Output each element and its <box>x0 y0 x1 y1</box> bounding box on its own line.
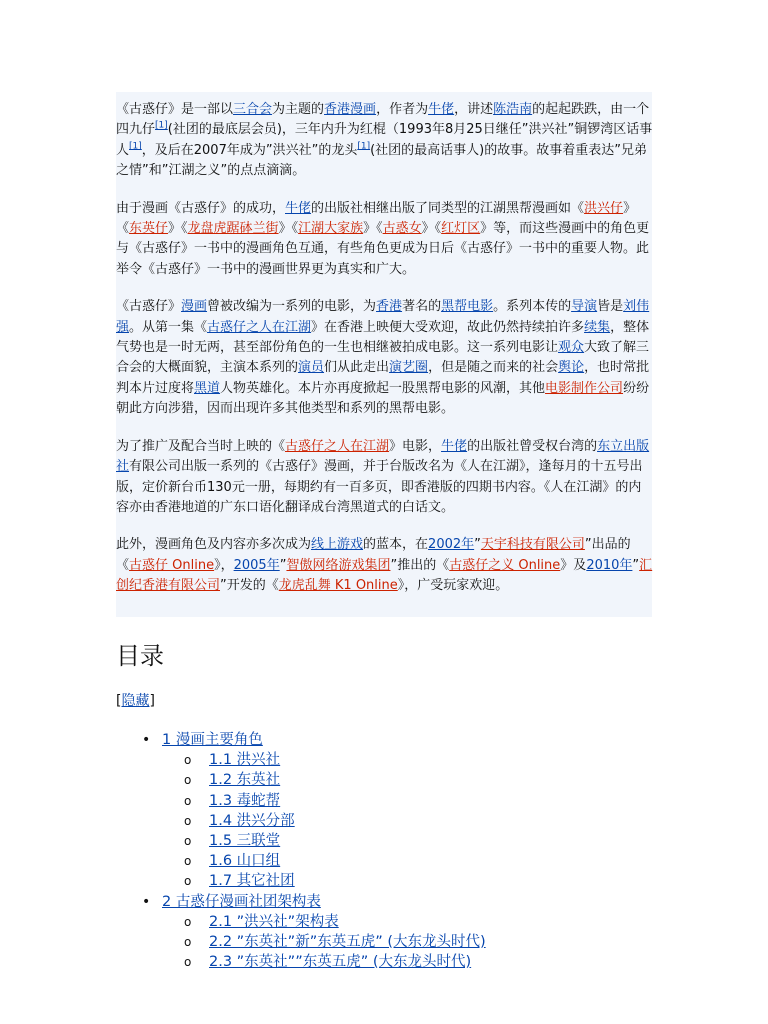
link-hk-comics[interactable]: 香港漫画 <box>324 102 377 117</box>
text: 》《 <box>116 200 637 237</box>
text: ”出品的《 <box>116 537 631 573</box>
text: ”推出的《 <box>390 557 450 573</box>
text: 的出版社相继出版了同类型的江湖黑帮漫画如《 <box>311 200 585 216</box>
link-online-game[interactable]: 线上游戏 <box>311 537 364 553</box>
toc-link[interactable]: 1.4 洪兴分部 <box>209 812 295 829</box>
toc-item <box>116 932 486 952</box>
text: 大致了解三合会的大概面貌，主演本系列的 <box>116 340 650 376</box>
link-tong-li[interactable]: 东立出版社 <box>116 438 650 475</box>
link-andrew-lau[interactable]: 刘伟强 <box>116 299 650 335</box>
text: ，作者为 <box>376 102 429 117</box>
text: ” <box>632 557 640 573</box>
toc-item <box>116 892 486 912</box>
link-jianghu-dajiazu[interactable]: 江湖大家族 <box>298 221 364 237</box>
intro-paragraph-5 <box>116 535 653 596</box>
text: 。系列本传的 <box>493 299 572 315</box>
intro-paragraph-1 <box>116 100 653 182</box>
link-young-and-dangerous-film[interactable]: 古惑仔之人在江湖 <box>207 319 312 335</box>
toc-item <box>116 730 486 750</box>
bracket: ] <box>149 693 155 709</box>
toc-item <box>116 750 486 770</box>
intro-paragraph-4 <box>116 437 653 519</box>
circle-bullet-icon: o <box>184 854 192 869</box>
text: ” <box>474 537 481 553</box>
link-public-opinion[interactable]: 舆论 <box>558 360 585 376</box>
link-showbiz[interactable]: 演艺圈 <box>389 360 429 376</box>
text: 》电影， <box>389 438 442 454</box>
toc-list <box>116 730 486 972</box>
text: 纷纷朝此方向涉猎，因而出现许多其他类型和系列的黑帮电影。 <box>116 380 650 417</box>
text: 此外，漫画角色及内容亦多次成为 <box>116 537 312 553</box>
link-sanhehui[interactable]: 三合会 <box>233 102 273 117</box>
link-triad[interactable]: 黑道 <box>194 380 221 396</box>
link-audience[interactable]: 观众 <box>558 340 585 356</box>
text: 《古惑仔》是一部以 <box>116 102 234 117</box>
text: (社团的最高话事人)的故事。故事着重表达”兄弟之情”和”江湖之义”的点点滴滴。 <box>116 142 647 179</box>
link-actor[interactable]: 演员 <box>298 360 325 376</box>
circle-bullet-icon: o <box>184 793 192 808</box>
text: 由于漫画《古惑仔》的成功， <box>116 200 286 216</box>
text: ，讲述 <box>454 102 494 117</box>
text: ”开发的《 <box>220 578 279 594</box>
toc-link[interactable]: 1.5 三联堂 <box>209 833 281 850</box>
text: 皆是 <box>597 299 624 315</box>
toc-link[interactable]: 1.1 洪兴社 <box>209 752 281 769</box>
link-director[interactable]: 导演 <box>571 299 598 315</box>
link-author[interactable]: 牛佬 <box>285 200 312 216</box>
link-sequel[interactable]: 续集 <box>584 319 611 335</box>
text: 》在香港上映便大受欢迎，故此仍然持续拍许多 <box>311 319 585 335</box>
intro-paragraph-2 <box>116 199 653 281</box>
link-year-2010[interactable]: 2010年 <box>586 557 633 573</box>
link-comic[interactable]: 漫画 <box>181 299 208 315</box>
text: 曾被改编为一系列的电影，为 <box>207 299 377 315</box>
bracket: [ <box>116 693 122 709</box>
toc-toggle <box>116 690 155 710</box>
link-author[interactable]: 牛佬 <box>428 102 455 117</box>
text: 的出版社曾受权台湾的 <box>467 438 598 454</box>
text: 》及 <box>560 557 587 573</box>
article-intro <box>116 100 653 614</box>
link-huichuangji[interactable]: 汇创纪香港有限公司 <box>116 557 653 594</box>
bullet-icon: • <box>142 732 151 748</box>
link-gangster-film[interactable]: 黑帮电影 <box>441 299 494 315</box>
link-author[interactable]: 牛佬 <box>441 438 468 454</box>
bullet-icon: • <box>142 893 151 910</box>
toc-hide-button[interactable]: 隐藏 <box>121 693 150 709</box>
circle-bullet-icon: o <box>184 753 192 768</box>
intro-paragraph-3 <box>116 297 653 419</box>
circle-bullet-icon: o <box>184 874 192 889</box>
citation-link[interactable]: [1] <box>357 141 371 152</box>
text: ，整体气势也是一时无两，甚至部份角色的一生也相继被拍成电影。这一系列电影让 <box>116 319 650 356</box>
text: (社团的最底层会员)，三年内升为红棍（1993年8月25日继任”洪兴社”铜锣湾区话事人 <box>116 122 653 158</box>
toc-item <box>116 831 486 851</box>
text: 》《 <box>421 221 442 237</box>
link-film-company[interactable]: 电影制作公司 <box>545 380 624 396</box>
text: 为了推广及配合当时上映的《 <box>116 438 286 454</box>
toc-link[interactable]: 1 漫画主要角色 <box>162 732 263 748</box>
text: 有限公司出版一系列的《古惑仔》漫画，并于台版改名为《人在江湖》，逢每月的十五号出版，定价新台币130元一册，每期约有一百多页，即香港版的四期书内容。《人在江湖》的内容亦由香港地道的广东口语化翻译成台湾黑道式的白话文。 <box>116 459 643 515</box>
link-longpanhuju[interactable]: 龙盘虎踞砵兰街 <box>187 221 279 237</box>
toc-item <box>116 791 486 811</box>
link-guhuonu[interactable]: 古惑女 <box>382 221 422 237</box>
toc-item <box>116 871 486 891</box>
link-dongyingzai[interactable]: 东英仔 <box>129 221 169 237</box>
toc-link[interactable]: 1.7 其它社团 <box>209 873 295 890</box>
circle-bullet-icon: o <box>184 813 192 828</box>
text: 》等，而这些漫画中的角色更与《古惑仔》一书中的漫画角色互通，有些角色更成为日后《古惑仔》一书中的重要人物。此举令《古惑仔》一书中的漫画世界更为真实和广大。 <box>116 221 650 277</box>
toc-item <box>116 851 486 871</box>
link-chen-haonan[interactable]: 陈浩南 <box>493 102 533 117</box>
link-guhuozai-yi-online[interactable]: 古惑仔之义 Online <box>449 557 561 573</box>
text: 》， <box>214 557 234 573</box>
text: 人物英雄化。本片亦再度掀起一股黑帮电影的风潮，其他 <box>220 380 546 396</box>
link-tianyu-tech[interactable]: 天宇科技有限公司 <box>480 537 585 553</box>
text: 为主题的 <box>272 102 325 117</box>
text: 的起起跌跌，由一个四九仔 <box>116 102 650 138</box>
toc-link[interactable]: 2.3 ”东英社””东英五虎” (大东龙头时代) <box>209 954 472 971</box>
text: 《古惑仔》 <box>116 299 182 315</box>
citation-link[interactable]: [1] <box>155 121 168 132</box>
toc-title: 目录 <box>116 642 164 670</box>
circle-bullet-icon: o <box>184 834 192 849</box>
text: ，及后在2007年成为”洪兴社”的龙头 <box>141 142 358 158</box>
link-guhuozai-online[interactable]: 古惑仔 Online <box>129 557 215 573</box>
toc-link[interactable]: 2.2 ”东英社”新”东英五虎” (大东龙头时代) <box>209 934 486 951</box>
text: ” <box>279 557 287 573</box>
toc-item <box>116 811 486 831</box>
text: 》《 <box>278 221 299 237</box>
circle-bullet-icon: o <box>184 914 192 929</box>
circle-bullet-icon: o <box>184 935 192 950</box>
toc-link[interactable]: 1.6 山口组 <box>209 853 281 870</box>
toc-item <box>116 770 486 790</box>
link-young-and-dangerous-film[interactable]: 古惑仔之人在江湖 <box>285 438 390 454</box>
text: 著名的 <box>402 299 442 315</box>
text: ，也时常批判本片过度将 <box>116 360 650 396</box>
circle-bullet-icon: o <box>184 773 192 788</box>
text: 》，广受玩家欢迎。 <box>397 578 509 594</box>
text: 。从第一集《 <box>129 319 208 335</box>
text: 》《 <box>168 221 188 237</box>
toc-item <box>116 952 486 972</box>
link-hongkong[interactable]: 香港 <box>376 299 403 315</box>
toc-link[interactable]: 2.1 ”洪兴社”架构表 <box>209 913 339 930</box>
toc-item <box>116 912 486 932</box>
text: ，但是随之而来的社会 <box>428 360 559 376</box>
link-zhiao[interactable]: 智傲网络游戏集团 <box>286 557 391 573</box>
text: 》《 <box>363 221 383 237</box>
circle-bullet-icon: o <box>184 955 192 970</box>
link-hongxingzai[interactable]: 洪兴仔 <box>584 200 624 216</box>
toc-link[interactable]: 2 古惑仔漫画社团架构表 <box>162 893 321 910</box>
link-hongdengqu[interactable]: 红灯区 <box>441 221 481 237</box>
link-longhu-k1-online[interactable]: 龙虎乱舞 K1 Online <box>278 578 398 594</box>
citation-link[interactable]: [1] <box>129 141 142 152</box>
toc-link[interactable]: 1.3 毒蛇帮 <box>209 792 281 809</box>
toc-link[interactable]: 1.2 东英社 <box>209 772 281 789</box>
text: 们从此走出 <box>324 360 390 376</box>
link-year-2002[interactable]: 2002年 <box>428 537 475 553</box>
text: 的蓝本，在 <box>363 537 429 553</box>
link-year-2005[interactable]: 2005年 <box>233 557 280 573</box>
